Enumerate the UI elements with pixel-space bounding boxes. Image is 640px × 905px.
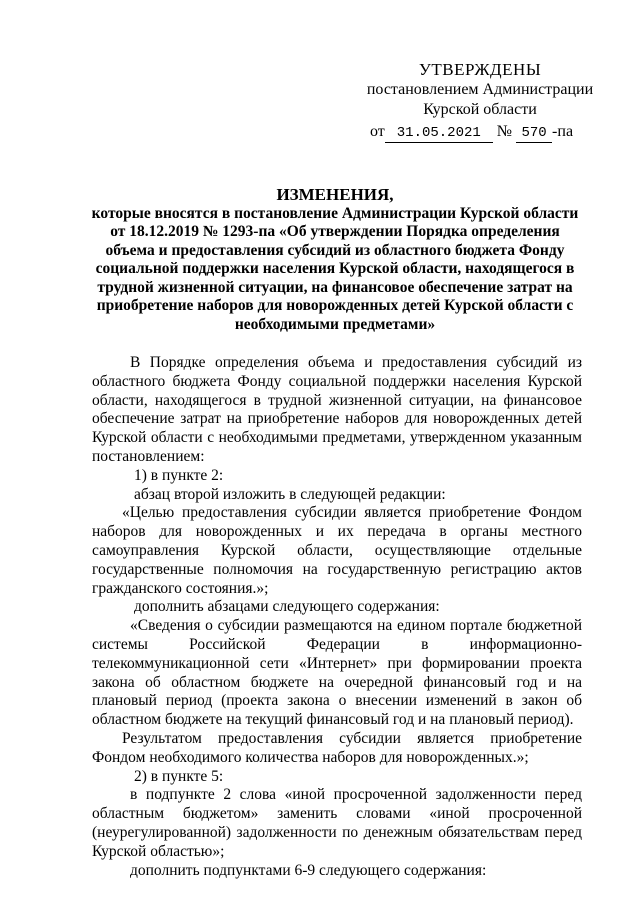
paragraph-1: В Порядке определения объема и предоставления субсидий из областного бюджета Фонду социальной поддержки населения Курской области, находящегося в трудной жизненной ситуации, на финансовое обеспечение затрат на приобретение наборов для новорожденных детей Курской области с необходимыми предметами, утвержденном указанным постановлением:	[92, 354, 582, 465]
paragraph-5: дополнить абзацами следующего содержания:	[134, 598, 440, 616]
number-sign: №	[496, 123, 513, 140]
paragraph-3: абзац второй изложить в следующей редакции:	[134, 485, 446, 503]
document-body	[92, 354, 582, 880]
number-suffix: -па	[552, 123, 574, 140]
approval-number: 570	[516, 125, 552, 143]
date-prefix: от	[370, 123, 385, 140]
approval-line-1: постановлением Администрации	[366, 81, 594, 98]
paragraph-2: 1) в пункте 2:	[134, 466, 224, 484]
approval-title: УТВЕРЖДЕНЫ	[418, 60, 542, 79]
heading-text: которые вносятся в постановление Администрации Курской области от 18.12.2019 № 1293-па «Об утверждении Порядка определения объема и предоставления субсидий из областного бюджета Фонду социальной поддержки населения Курской области, находящегося в трудной жизненной ситуации, на финансовое обеспечение затрат на приобретение наборов для новорожденных детей Курской области с необходимыми предметами»	[91, 204, 579, 333]
paragraph-4: «Целью предоставления субсидии является приобретение Фондом наборов для новорожденных и их передача в органы местного самоуправления Курской области, осуществляющие отдельные государственные полномочия на государственную регистрацию актов гражданского состояния.»;	[92, 504, 582, 597]
approval-block	[360, 60, 600, 143]
paragraph-6: «Сведения о субсидии размещаются на едином портале бюджетной системы Российской Федерации в информационно-телекоммуникационной сети «Интернет» при формировании проекта закона об областном бюджете на очередной финансовый год и на плановый период (проекта закона о внесении изменений в закон об областном бюджете на текущий финансовый год и на плановый период).	[92, 617, 582, 729]
paragraph-9: в подпункте 2 слова «иной просроченной задолженности перед областным бюджетом» заменить словами «иной просроченной (неурегулированной) задолженности по денежным обязательствам перед Курской областью»;	[92, 786, 582, 860]
document-heading	[85, 186, 585, 334]
approval-date: 31.05.2021	[385, 125, 493, 143]
paragraph-10: дополнить подпунктами 6-9 следующего содержания:	[130, 861, 487, 879]
approval-dateline	[360, 122, 600, 143]
heading-title: ИЗМЕНЕНИЯ,	[276, 185, 394, 204]
paragraph-7: Результатом предоставления субсидии является приобретение Фондом необходимого количества наборов для новорожденных.»;	[92, 729, 582, 766]
paragraph-8: 2) в пункте 5:	[134, 767, 224, 785]
approval-line-2: Курской области	[423, 101, 537, 118]
